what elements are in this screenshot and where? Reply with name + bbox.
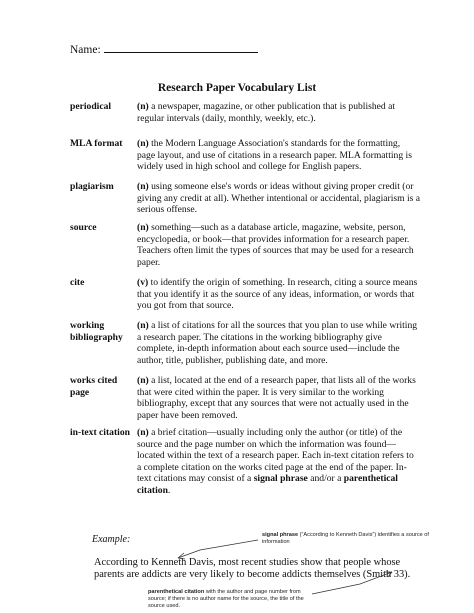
vocab-definition: (n) the Modern Language Association's standards for the formatting, page layout, and use of citations in a research paper. MLA formatting is widely used in high school and college for English papers. — [137, 138, 412, 173]
vocab-definition: (n) something—such as a database article, magazine, website, person, encyclopedia, or book—that provides information for a research paper. Teachers often limit the types of sources that may be used for a research paper. — [137, 222, 414, 268]
part-of-speech: (n) — [137, 375, 149, 386]
vocab-definition: (v) to identify the origin of something. In research, citing a source means that you identify it as the source of any ideas, information, or words that you got from that source. — [137, 277, 418, 312]
part-of-speech: (n) — [137, 320, 149, 331]
part-of-speech: (n) — [137, 181, 149, 192]
parenthetical-citation-note: parenthetical citation with the author and page number from source; if there is no author name for the source, the title of the source used. — [148, 589, 304, 609]
vocab-term: source — [70, 222, 97, 233]
part-of-speech: (v) — [137, 277, 149, 288]
vocab-term: MLA format — [70, 138, 123, 149]
part-of-speech: (n) — [137, 101, 149, 112]
name-label: Name: — [70, 44, 101, 56]
vocab-term: periodical — [70, 101, 112, 112]
part-of-speech: (n) — [137, 222, 149, 233]
highlight-term: parenthetical citation — [137, 473, 398, 496]
vocab-term: works cited page — [70, 375, 118, 398]
signal-phrase-note: signal phrase (“According to Kenneth Davis”) identifies a source of information — [262, 532, 429, 545]
vocab-term: in-text citation — [70, 427, 130, 438]
vocab-term: working bibliography — [70, 320, 123, 343]
part-of-speech: (n) — [137, 427, 149, 438]
vocab-definition: (n) a list, located at the end of a research paper, that lists all of the works that were cited within the paper. It is very similar to the working bibliography, except that any sources that were not actually used in the paper have been removed. — [137, 375, 416, 421]
highlight-term: signal phrase — [253, 473, 308, 485]
parenthetical-arrow — [312, 572, 392, 594]
vocab-definition: (n) a newspaper, magazine, or other publication that is published at regular intervals (daily, monthly, weekly, etc.). — [137, 101, 396, 124]
page-title: Research Paper Vocabulary List — [157, 82, 317, 94]
vocab-term: plagiarism — [70, 181, 114, 192]
signal-phrase-arrow — [178, 540, 258, 558]
example-label: Example: — [92, 534, 131, 545]
vocab-definition: (n) using someone else's words or ideas without giving proper credit (or giving any credit at all). Whether intentional or accidental, plagiarism is a serious offense. — [137, 181, 421, 216]
part-of-speech: (n) — [137, 138, 149, 149]
vocab-definition: (n) a brief citation—usually including only the author (or title) of the source and the page number on which the information was found—located within the text of a research paper. Each in-text citation refers to a complete citation on the works cited page at the end of the paper. In-text citations may consist of a signal phrase and/or a parenthetical citation. — [137, 427, 414, 496]
vocab-definition: (n) a list of citations for all the sources that you plan to use while writing a research paper. The citations in the working bibliography give complete, in-depth information about each source used—include the author, title, publisher, publishing date, and more. — [137, 320, 418, 366]
example-sentence: According to Kenneth Davis, most recent studies show that people whose parents are addicts are very likely to become addicts themselves (Smith 33). — [94, 557, 411, 581]
vocab-term: cite — [70, 277, 85, 288]
